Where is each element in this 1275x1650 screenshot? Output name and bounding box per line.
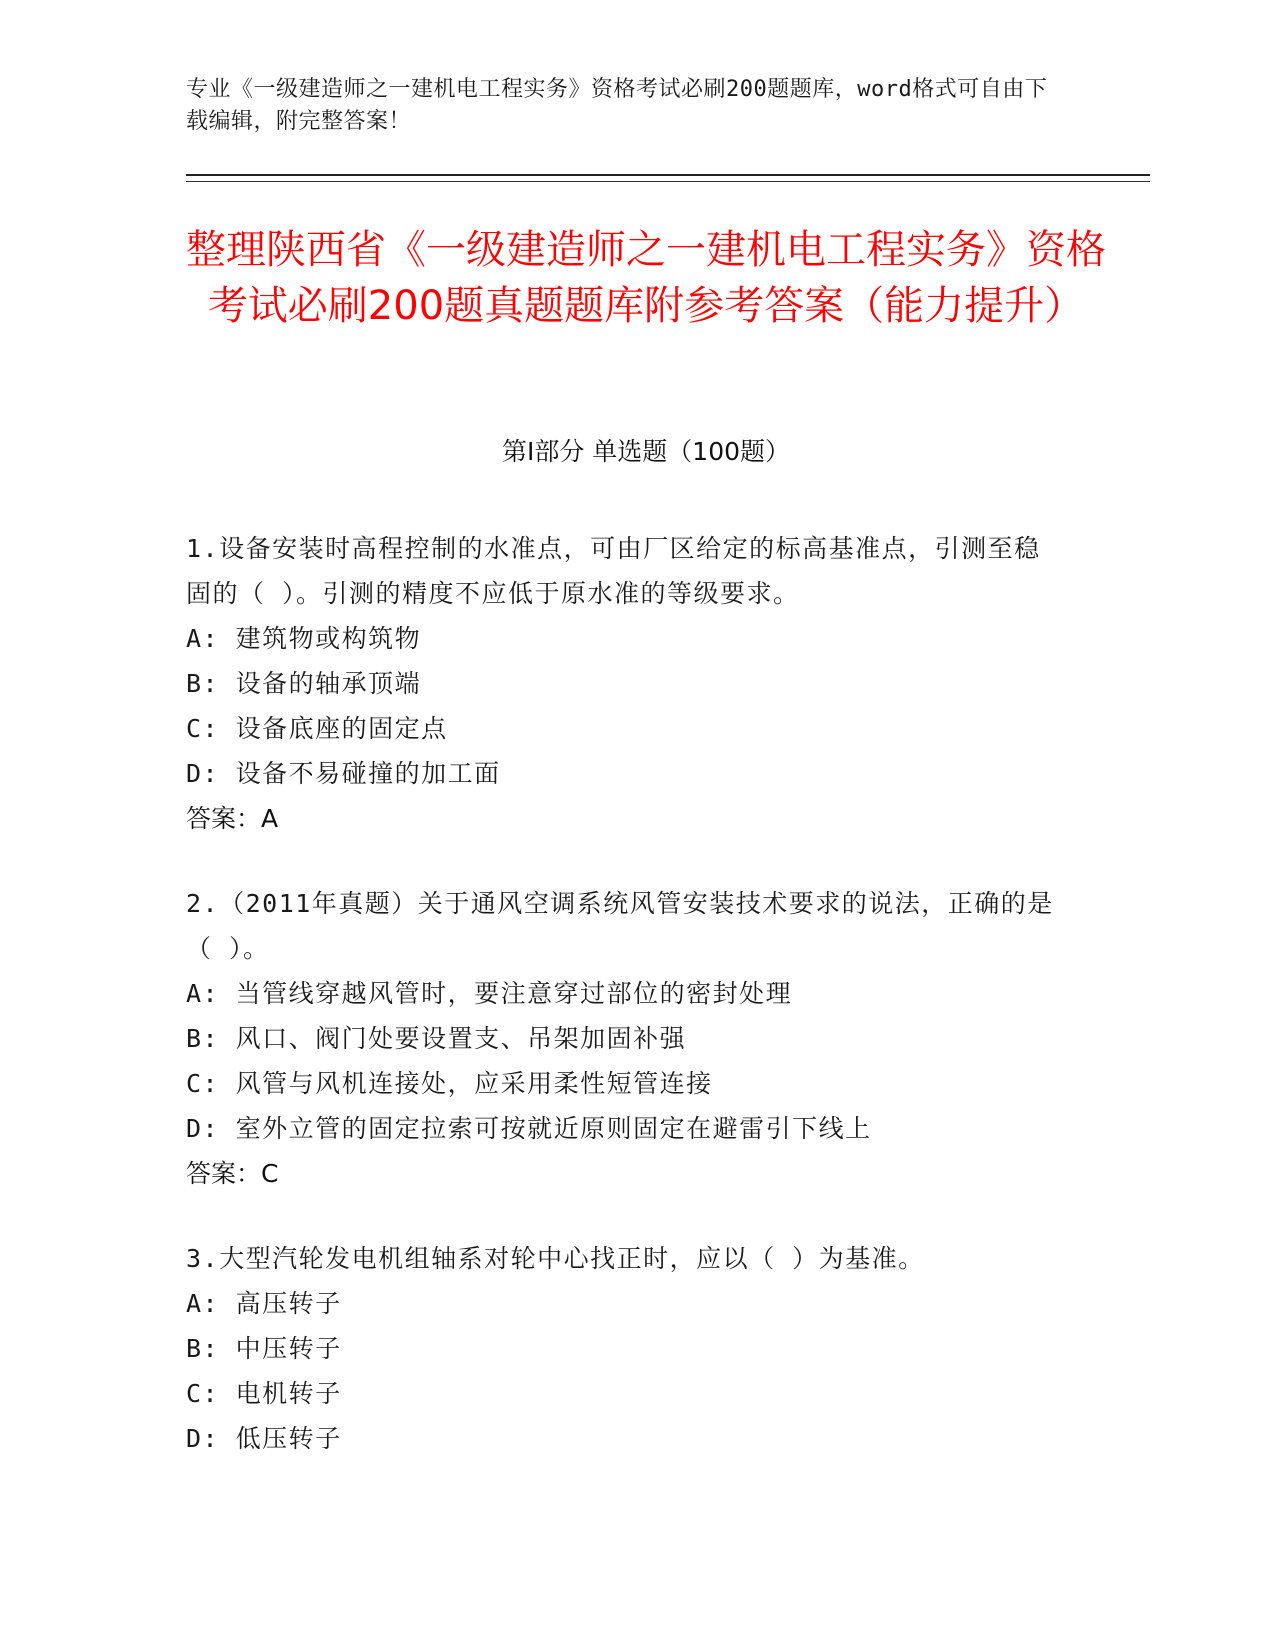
option-d: D: 低压转子 <box>186 1424 342 1453</box>
question-stem: 2.（2011年真题）关于通风空调系统风管安装技术要求的说法，正确的是（ ）。 <box>186 889 1054 963</box>
question-stem: 1.设备安装时高程控制的水准点，可由厂区给定的标高基准点，引测至稳固的（ ）。引测的精度不应低于原水准的等级要求。 <box>186 534 1041 608</box>
option-c: C: 电机转子 <box>186 1379 342 1408</box>
option-a: A: 高压转子 <box>186 1289 342 1318</box>
option-b: B: 中压转子 <box>186 1334 342 1363</box>
header-note: 专业《一级建造师之一建机电工程实务》资格考试必刷200题题库，word格式可自由下载编辑，附完整答案！ <box>186 77 1048 134</box>
option-d: D: 室外立管的固定拉索可按就近原则固定在避雷引下线上 <box>186 1114 872 1143</box>
option-d: D: 设备不易碰撞的加工面 <box>186 759 501 788</box>
question-list <box>186 526 1066 1501</box>
question-stem: 3.大型汽轮发电机组轴系对轮中心找正时，应以（ ）为基准。 <box>186 1244 925 1273</box>
document-title: 整理陕西省《一级建造师之一建机电工程实务》资格考试必刷200题真题题库附参考答案（能力提升） <box>186 227 1106 329</box>
option-c: C: 设备底座的固定点 <box>186 714 448 743</box>
question-1 <box>186 526 1066 841</box>
option-b: B: 风口、阀门处要设置支、吊架加固补强 <box>186 1024 687 1053</box>
option-a: A: 建筑物或构筑物 <box>186 624 422 653</box>
section-title: 第Ⅰ部分 单选题（100题） <box>501 437 791 466</box>
option-c: C: 风管与风机连接处，应采用柔性短管连接 <box>186 1069 713 1098</box>
answer-label: 答案：A <box>186 804 279 833</box>
question-3 <box>186 1236 1066 1461</box>
option-b: B: 设备的轴承顶端 <box>186 669 422 698</box>
header-divider-thick <box>186 174 1150 176</box>
option-a: A: 当管线穿越风管时，要注意穿过部位的密封处理 <box>186 979 793 1008</box>
header-divider-thin <box>186 181 1150 182</box>
answer-label: 答案：C <box>186 1159 279 1188</box>
question-2 <box>186 881 1066 1196</box>
